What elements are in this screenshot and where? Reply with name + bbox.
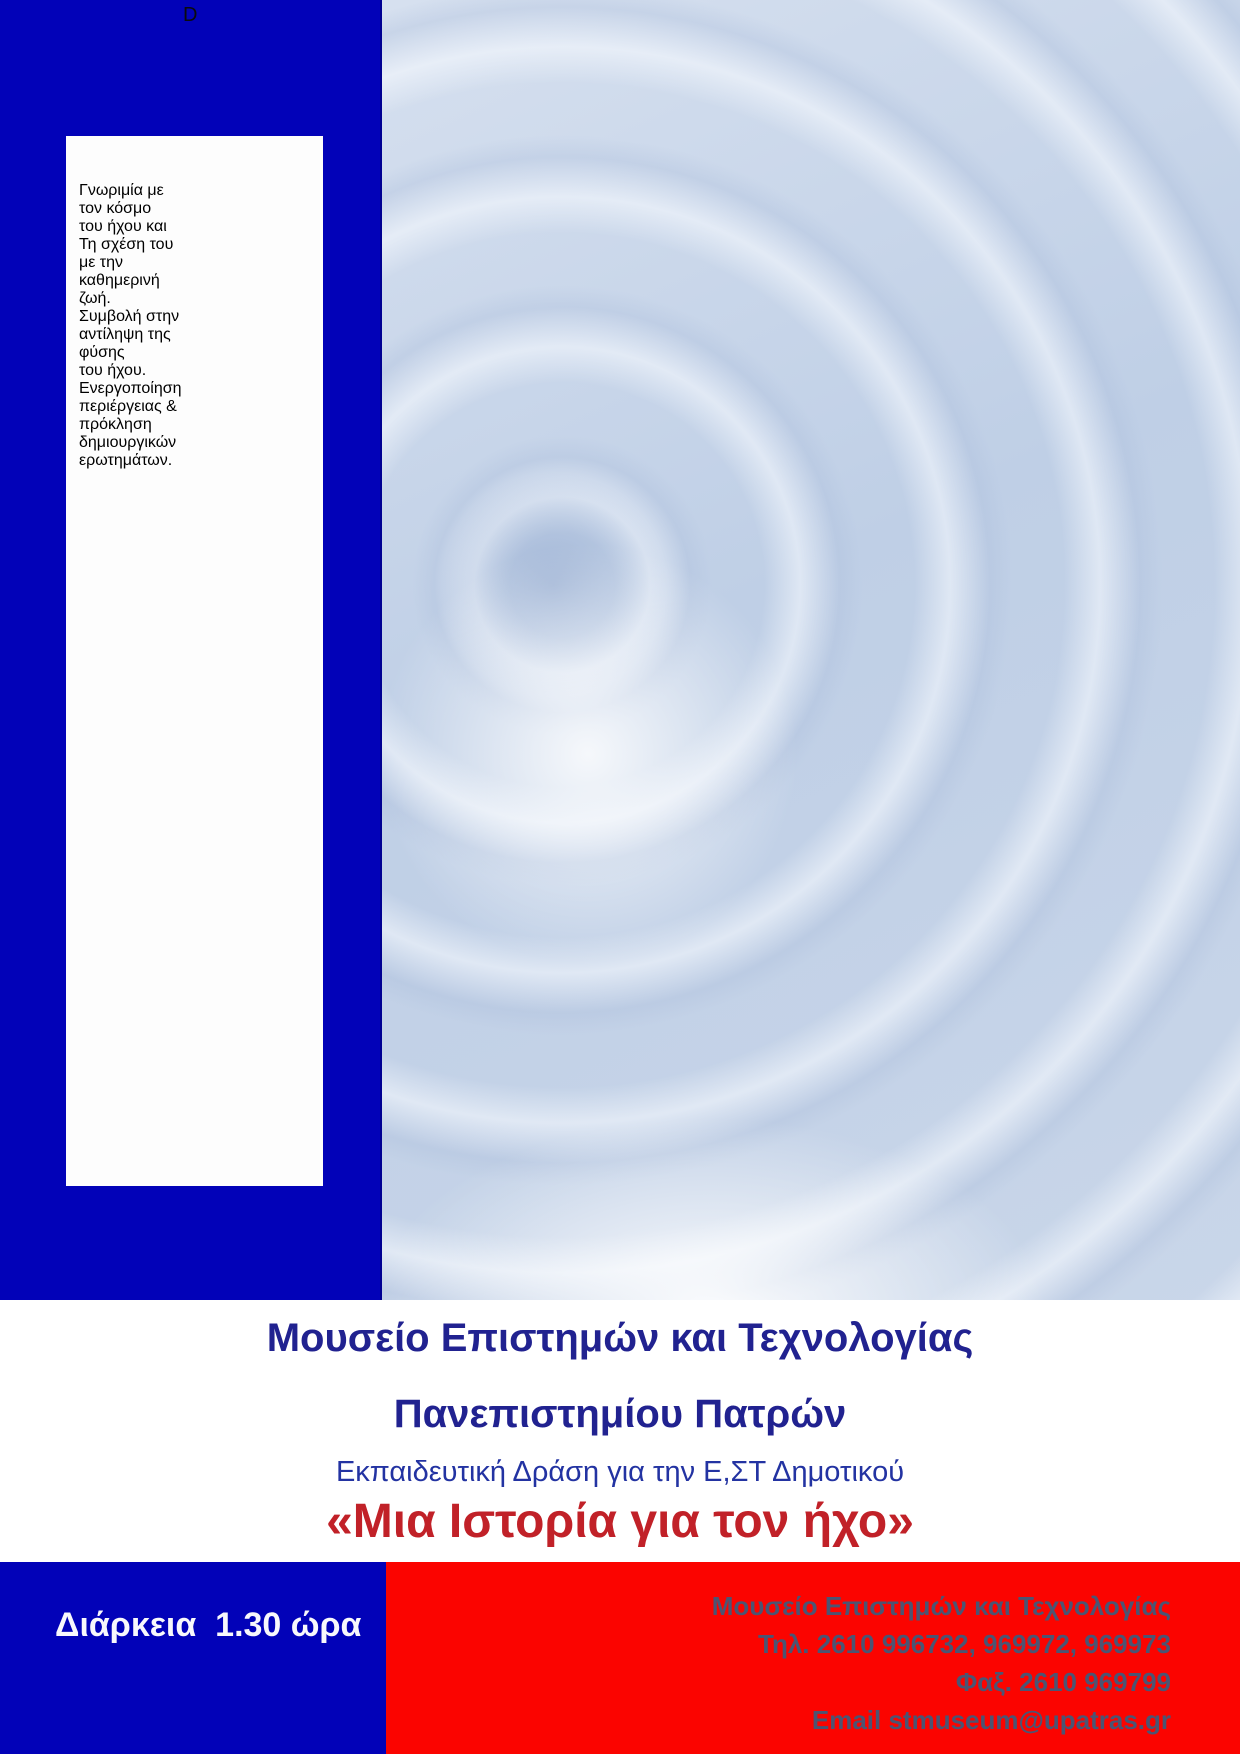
left-blue-panel [0, 0, 382, 1300]
contact-block [386, 1562, 1240, 1754]
goals-line: καθημερινή [79, 272, 160, 289]
stray-d-character: D [183, 4, 198, 26]
goals-line: περιέργειας & [79, 398, 177, 415]
goals-line: Συμβολή στην [79, 308, 180, 325]
event-title: «Μια Ιστορία για τον ήχο» [326, 1495, 914, 1548]
goals-line: φύσης [79, 344, 125, 361]
goals-line: Τη σχέση του [79, 236, 174, 253]
goals-line: ζωή. [79, 290, 111, 307]
title-band [0, 1300, 1240, 1562]
duration-text: Διάρκεια 1.30 ώρα [55, 1606, 362, 1644]
duration-block [0, 1562, 386, 1754]
water-ripple-image [382, 0, 1240, 1300]
goals-line: με την [79, 254, 124, 271]
goals-line: πρόκληση [79, 416, 152, 433]
goals-line: αντίληψη της [79, 326, 171, 343]
museum-title-line2: Πανεπιστημίου Πατρών [393, 1392, 847, 1436]
goals-line: Γνωριμία με [79, 182, 164, 199]
contact-line-museum: Μουσείο Επιστημών και Τεχνολογίας [711, 1591, 1171, 1621]
goals-line: ερωτημάτων. [79, 452, 173, 469]
museum-title-line1: Μουσείο Επιστημών και Τεχνολογίας [266, 1316, 974, 1360]
goals-line: Ενεργοποίηση [79, 380, 182, 397]
contact-line-phone: Τηλ. 2610 996732, 969972, 969973 [758, 1629, 1171, 1659]
goals-line: δημιουργικών [79, 434, 177, 451]
footer-bar [0, 1562, 1240, 1754]
contact-line-fax: Φαξ. 2610 969799 [955, 1667, 1171, 1697]
goals-line: τον κόσμο [79, 200, 152, 217]
goals-line: του ήχου. [79, 362, 147, 379]
education-subtitle: Εκπαιδευτική Δράση για την Ε,ΣΤ Δημοτικού [335, 1456, 905, 1488]
goals-card [66, 136, 323, 1186]
contact-line-email: Email stmuseum@upatras.gr [811, 1705, 1171, 1735]
goals-line: του ήχου και [79, 218, 167, 235]
